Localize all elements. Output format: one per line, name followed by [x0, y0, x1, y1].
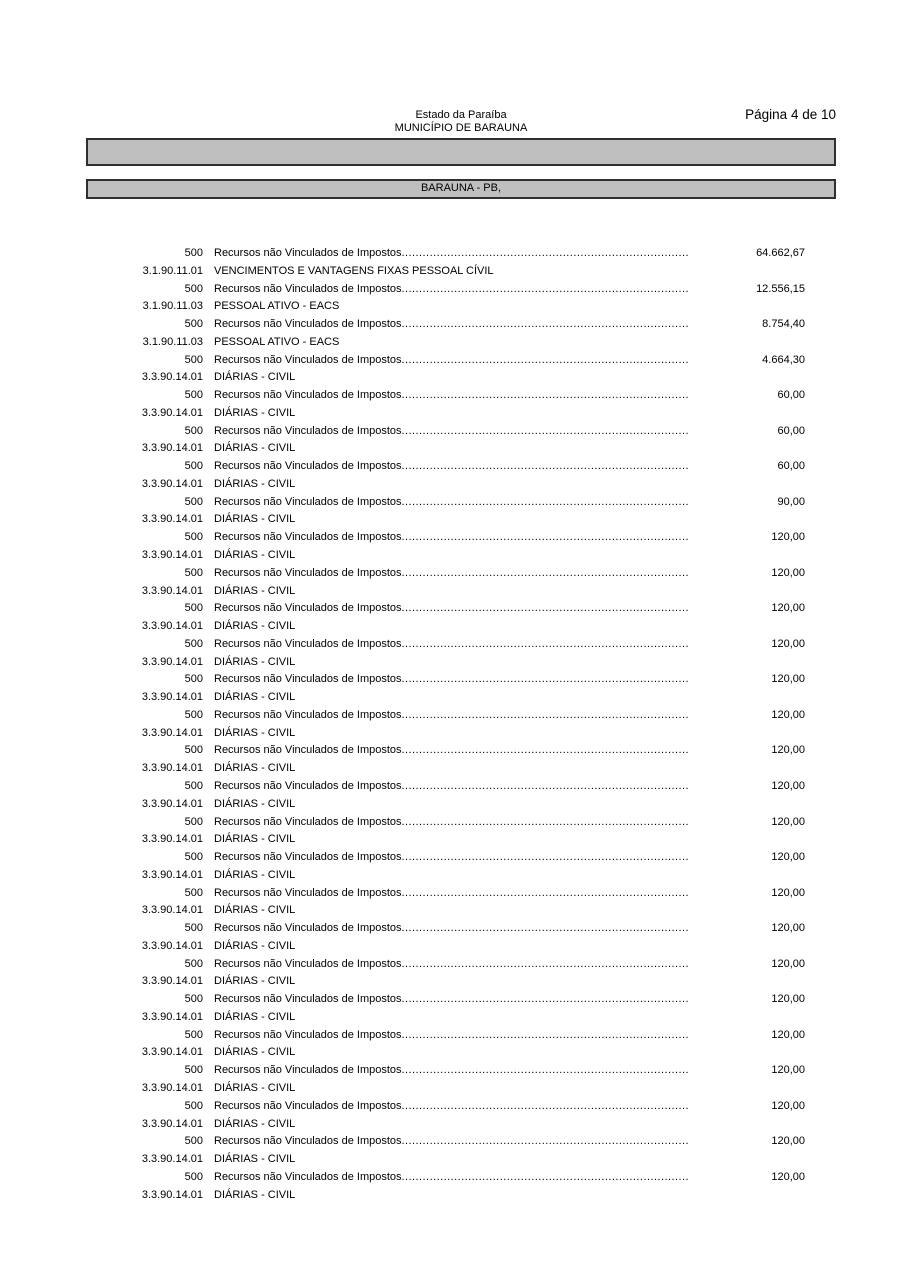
code-cell: 500 — [184, 815, 203, 828]
description-cell: PESSOAL ATIVO - EACS — [214, 335, 340, 348]
description-cell: DIÁRIAS - CIVIL — [214, 975, 296, 988]
report-line — [86, 636, 836, 654]
code-cell: 500 — [184, 637, 203, 650]
report-line — [86, 618, 836, 636]
report-line — [86, 1133, 836, 1151]
municipality-label: MUNICÍPIO DE BARAUNA — [394, 121, 528, 134]
code-cell: 500 — [184, 922, 203, 935]
code-cell: 500 — [184, 282, 203, 295]
description-cell: DIÁRIAS - CIVIL — [214, 939, 296, 952]
description-cell: Recursos não Vinculados de Impostos — [214, 744, 402, 757]
dots-leader — [402, 991, 690, 1009]
dots-leader — [402, 565, 690, 583]
report-line — [86, 849, 836, 867]
dots-leader — [402, 742, 690, 760]
description-cell: Recursos não Vinculados de Impostos — [214, 247, 402, 259]
description-cell: DIÁRIAS - CIVIL — [214, 549, 296, 562]
dots-leader — [402, 494, 690, 512]
description-cell: DIÁRIAS - CIVIL — [214, 1188, 296, 1201]
value-cell: 120,00 — [771, 602, 805, 615]
code-cell: 3.3.90.14.01 — [141, 406, 203, 419]
code-cell: 3.3.90.14.01 — [141, 1046, 203, 1059]
dots-leader — [402, 600, 690, 618]
description-cell: Recursos não Vinculados de Impostos — [214, 922, 402, 935]
code-cell: 3.1.90.11.01 — [142, 264, 203, 277]
value-cell: 120,00 — [771, 1135, 805, 1148]
code-cell: 3.3.90.14.01 — [141, 1117, 203, 1130]
value-cell: 120,00 — [771, 1064, 805, 1077]
report-line — [86, 867, 836, 885]
value-cell: 60,00 — [777, 424, 805, 437]
report-line — [86, 991, 836, 1009]
description-cell: DIÁRIAS - CIVIL — [214, 477, 296, 490]
description-cell: DIÁRIAS - CIVIL — [214, 833, 296, 846]
dots-leader — [402, 636, 690, 654]
report-line — [86, 1098, 836, 1116]
dots-leader — [402, 1027, 690, 1045]
code-cell: 3.3.90.14.01 — [141, 939, 203, 952]
code-cell: 500 — [184, 424, 203, 437]
report-line — [86, 1151, 836, 1169]
title-bar — [86, 138, 836, 166]
page-number: Página 4 de 10 — [745, 107, 836, 122]
description-cell: Recursos não Vinculados de Impostos — [214, 424, 402, 437]
description-cell: Recursos não Vinculados de Impostos — [214, 673, 402, 686]
dots-leader — [402, 920, 690, 938]
report-line — [86, 707, 836, 725]
dots-leader — [402, 671, 690, 689]
code-cell: 3.3.90.14.01 — [141, 371, 203, 384]
dots-leader — [402, 778, 690, 796]
dots-leader — [402, 885, 690, 903]
value-cell: 12.556,15 — [756, 282, 805, 295]
report-line — [86, 494, 836, 512]
description-cell: Recursos não Vinculados de Impostos — [214, 602, 402, 615]
report-line — [86, 1116, 836, 1134]
value-cell: 120,00 — [771, 566, 805, 579]
report-line — [86, 529, 836, 547]
description-cell: VENCIMENTOS E VANTAGENS FIXAS PESSOAL CÍVIL — [214, 264, 494, 277]
report-line — [86, 511, 836, 529]
report-line — [86, 938, 836, 956]
description-cell: Recursos não Vinculados de Impostos — [214, 957, 402, 970]
report-line — [86, 1080, 836, 1098]
value-cell: 4.664,30 — [762, 353, 805, 366]
value-cell: 120,00 — [771, 886, 805, 899]
description-cell: DIÁRIAS - CIVIL — [214, 1153, 296, 1166]
value-cell: 120,00 — [771, 851, 805, 864]
code-cell: 3.3.90.14.01 — [141, 477, 203, 490]
report-line — [86, 796, 836, 814]
description-cell: Recursos não Vinculados de Impostos — [214, 779, 402, 792]
code-cell: 3.3.90.14.01 — [141, 1081, 203, 1094]
report-line — [86, 405, 836, 423]
code-cell: 500 — [184, 744, 203, 757]
code-cell: 500 — [184, 779, 203, 792]
report-line — [86, 956, 836, 974]
description-cell: DIÁRIAS - CIVIL — [214, 762, 296, 775]
report-line — [86, 1062, 836, 1080]
report-line — [86, 742, 836, 760]
value-cell: 120,00 — [771, 993, 805, 1006]
description-cell: DIÁRIAS - CIVIL — [214, 584, 296, 597]
description-cell: DIÁRIAS - CIVIL — [214, 1117, 296, 1130]
page-header — [86, 109, 836, 134]
code-cell: 500 — [184, 531, 203, 544]
report-line — [86, 440, 836, 458]
code-cell: 3.3.90.14.01 — [141, 797, 203, 810]
report-lines — [86, 245, 836, 1204]
report-line — [86, 281, 836, 299]
report-line — [86, 565, 836, 583]
description-cell: DIÁRIAS - CIVIL — [214, 904, 296, 917]
state-label: Estado da Paraíba — [415, 109, 507, 121]
report-line — [86, 458, 836, 476]
code-cell: 500 — [184, 318, 203, 331]
code-cell: 500 — [184, 1099, 203, 1112]
code-cell: 500 — [184, 851, 203, 864]
dots-leader — [402, 316, 690, 334]
value-cell: 120,00 — [771, 1028, 805, 1041]
code-cell: 3.3.90.14.01 — [141, 655, 203, 668]
report-line — [86, 814, 836, 832]
description-cell: Recursos não Vinculados de Impostos — [214, 531, 402, 544]
report-line — [86, 298, 836, 316]
value-cell: 8.754,40 — [762, 318, 805, 331]
description-cell: DIÁRIAS - CIVIL — [214, 797, 296, 810]
description-cell: DIÁRIAS - CIVIL — [214, 1010, 296, 1023]
report-line — [86, 334, 836, 352]
value-cell: 120,00 — [771, 531, 805, 544]
report-line — [86, 1187, 836, 1205]
code-cell: 500 — [184, 1170, 203, 1183]
description-cell: Recursos não Vinculados de Impostos — [214, 566, 402, 579]
report-line — [86, 760, 836, 778]
description-cell: Recursos não Vinculados de Impostos — [214, 1064, 402, 1077]
code-cell: 3.3.90.14.01 — [141, 762, 203, 775]
description-cell: DIÁRIAS - CIVIL — [214, 868, 296, 881]
description-cell: Recursos não Vinculados de Impostos — [214, 637, 402, 650]
report-line — [86, 600, 836, 618]
code-cell: 3.3.90.14.01 — [141, 620, 203, 633]
report-line — [86, 725, 836, 743]
dots-leader — [402, 245, 690, 263]
code-cell: 3.3.90.14.01 — [141, 1010, 203, 1023]
dots-leader — [402, 814, 690, 832]
code-cell: 500 — [184, 1064, 203, 1077]
report-line — [86, 387, 836, 405]
code-cell: 3.3.90.14.01 — [141, 584, 203, 597]
dots-leader — [402, 458, 690, 476]
description-cell: Recursos não Vinculados de Impostos — [214, 708, 402, 721]
code-cell: 500 — [184, 495, 203, 508]
report-line — [86, 1044, 836, 1062]
code-cell: 500 — [184, 389, 203, 402]
description-cell: DIÁRIAS - CIVIL — [214, 620, 296, 633]
value-cell: 120,00 — [771, 744, 805, 757]
report-line — [86, 1169, 836, 1187]
value-cell: 120,00 — [771, 1170, 805, 1183]
value-cell: 60,00 — [777, 460, 805, 473]
code-cell: 3.3.90.14.01 — [141, 549, 203, 562]
description-cell: Recursos não Vinculados de Impostos — [214, 353, 402, 366]
code-cell: 500 — [184, 602, 203, 615]
report-line — [86, 476, 836, 494]
description-cell: Recursos não Vinculados de Impostos — [214, 389, 402, 402]
value-cell: 120,00 — [771, 1099, 805, 1112]
description-cell: DIÁRIAS - CIVIL — [214, 406, 296, 419]
code-cell: 500 — [184, 957, 203, 970]
code-cell: 500 — [184, 353, 203, 366]
code-cell: 3.3.90.14.01 — [141, 833, 203, 846]
description-cell: Recursos não Vinculados de Impostos — [214, 1170, 402, 1183]
dots-leader — [402, 529, 690, 547]
description-cell: DIÁRIAS - CIVIL — [214, 371, 296, 384]
value-cell: 64.662,67 — [756, 247, 805, 259]
report-line — [86, 245, 836, 263]
value-cell: 90,00 — [777, 495, 805, 508]
description-cell: Recursos não Vinculados de Impostos — [214, 1028, 402, 1041]
value-cell: 120,00 — [771, 957, 805, 970]
description-cell: Recursos não Vinculados de Impostos — [214, 1099, 402, 1112]
code-cell: 3.3.90.14.01 — [141, 726, 203, 739]
report-line — [86, 352, 836, 370]
dots-leader — [402, 1169, 690, 1187]
dots-leader — [402, 707, 690, 725]
report-line — [86, 583, 836, 601]
code-cell: 500 — [184, 1135, 203, 1148]
description-cell: DIÁRIAS - CIVIL — [214, 513, 296, 526]
code-cell: 3.3.90.14.01 — [141, 1153, 203, 1166]
value-cell: 120,00 — [771, 637, 805, 650]
report-line — [86, 689, 836, 707]
report-line — [86, 316, 836, 334]
value-cell: 120,00 — [771, 708, 805, 721]
dots-leader — [402, 1062, 690, 1080]
description-cell: DIÁRIAS - CIVIL — [214, 691, 296, 704]
dots-leader — [402, 956, 690, 974]
dots-leader — [402, 849, 690, 867]
code-cell: 500 — [184, 886, 203, 899]
description-cell: Recursos não Vinculados de Impostos — [214, 1135, 402, 1148]
report-line — [86, 902, 836, 920]
report-line — [86, 920, 836, 938]
report-line — [86, 654, 836, 672]
code-cell: 3.1.90.11.03 — [142, 300, 203, 313]
report-line — [86, 547, 836, 565]
description-cell: DIÁRIAS - CIVIL — [214, 655, 296, 668]
subtitle-bar: BARAUNA - PB, — [86, 179, 836, 199]
value-cell: 120,00 — [771, 815, 805, 828]
report-line — [86, 973, 836, 991]
description-cell: DIÁRIAS - CIVIL — [214, 1081, 296, 1094]
code-cell: 3.3.90.14.01 — [141, 1188, 203, 1201]
description-cell: PESSOAL ATIVO - EACS — [214, 300, 340, 313]
description-cell: Recursos não Vinculados de Impostos — [214, 851, 402, 864]
dots-leader — [402, 352, 690, 370]
code-cell: 500 — [184, 708, 203, 721]
description-cell: DIÁRIAS - CIVIL — [214, 1046, 296, 1059]
dots-leader — [402, 387, 690, 405]
description-cell: Recursos não Vinculados de Impostos — [214, 993, 402, 1006]
dots-leader — [402, 423, 690, 441]
report-line — [86, 263, 836, 281]
value-cell: 60,00 — [777, 389, 805, 402]
description-cell: Recursos não Vinculados de Impostos — [214, 460, 402, 473]
report-line — [86, 671, 836, 689]
code-cell: 500 — [184, 993, 203, 1006]
description-cell: Recursos não Vinculados de Impostos — [214, 495, 402, 508]
report-line — [86, 1027, 836, 1045]
code-cell: 500 — [184, 673, 203, 686]
dots-leader — [402, 281, 690, 299]
code-cell: 3.3.90.14.01 — [141, 513, 203, 526]
description-cell: Recursos não Vinculados de Impostos — [214, 318, 402, 331]
code-cell: 500 — [184, 247, 203, 259]
report-line — [86, 369, 836, 387]
code-cell: 3.3.90.14.01 — [141, 904, 203, 917]
code-cell: 3.1.90.11.03 — [142, 335, 203, 348]
code-cell: 500 — [184, 1028, 203, 1041]
description-cell: Recursos não Vinculados de Impostos — [214, 886, 402, 899]
report-line — [86, 1009, 836, 1027]
code-cell: 3.3.90.14.01 — [141, 868, 203, 881]
description-cell: Recursos não Vinculados de Impostos — [214, 282, 402, 295]
dots-leader — [402, 1098, 690, 1116]
code-cell: 3.3.90.14.01 — [141, 975, 203, 988]
value-cell: 120,00 — [771, 779, 805, 792]
description-cell: DIÁRIAS - CIVIL — [214, 442, 296, 455]
description-cell: Recursos não Vinculados de Impostos — [214, 815, 402, 828]
code-cell: 500 — [184, 566, 203, 579]
report-line — [86, 423, 836, 441]
value-cell: 120,00 — [771, 673, 805, 686]
code-cell: 500 — [184, 460, 203, 473]
dots-leader — [402, 1133, 690, 1151]
report-line — [86, 778, 836, 796]
report-line — [86, 831, 836, 849]
code-cell: 3.3.90.14.01 — [141, 691, 203, 704]
report-line — [86, 885, 836, 903]
code-cell: 3.3.90.14.01 — [141, 442, 203, 455]
description-cell: DIÁRIAS - CIVIL — [214, 726, 296, 739]
value-cell: 120,00 — [771, 922, 805, 935]
